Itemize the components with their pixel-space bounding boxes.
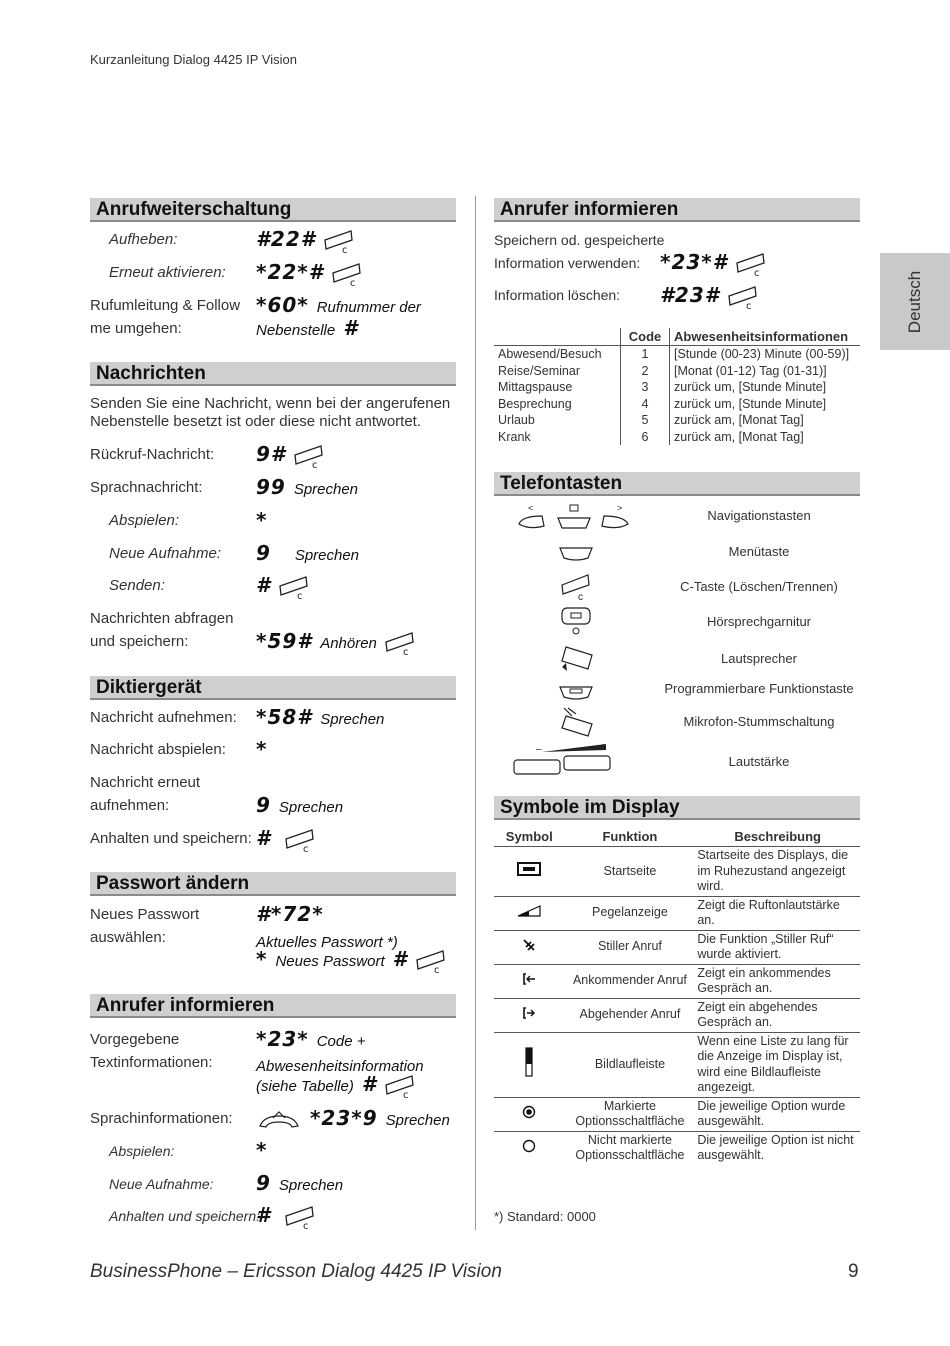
function-cell: Nicht markierte Optionsschaltfläche (565, 1131, 696, 1165)
label-sprachinformationen: Sprachinformationen: (90, 1110, 233, 1127)
code-word: Sprechen (294, 547, 360, 564)
code-neues-passwort-2 (256, 947, 448, 974)
code-text: * (256, 947, 268, 971)
key-label: Hörsprechgarnitur (706, 614, 812, 629)
key-label: Menütaste (728, 544, 790, 559)
code-text: *58# (256, 705, 313, 729)
code-text: *59# (256, 629, 313, 653)
key-label: Lautstärke (728, 754, 790, 769)
table-cell: zurück am, [Monat Tag] (674, 413, 804, 427)
navigation-keys-icon (514, 502, 634, 532)
label-nachricht-aufnehmen: Nachricht aufnehmen: (90, 709, 237, 726)
function-cell: Abgehender Anruf (565, 998, 696, 1032)
outgoing-call-icon (522, 1006, 536, 1020)
svg-text:c: c (433, 964, 441, 974)
label-nachrichten-abfragen-2: und speichern: (90, 633, 189, 650)
code-nachricht-erneut (256, 793, 343, 817)
code-abspielen: * (256, 508, 268, 532)
code-word: Neues Passwort (275, 953, 385, 970)
table-cell: Besprechung (498, 396, 572, 411)
description-cell: Die jeweilige Option ist nicht ausgewählt. (695, 1131, 860, 1165)
svg-text:<: < (528, 503, 534, 513)
code-word: Sprechen (278, 1177, 344, 1194)
code-loeschen (660, 283, 760, 310)
function-cell: Pegelanzeige (565, 896, 696, 930)
key-row-mute (494, 706, 860, 740)
c-key-icon (292, 443, 326, 469)
label-nachrichten-abfragen: Nachrichten abfragen (90, 610, 234, 627)
table-cell: [Monat (01-12) Tag (01-31)] (674, 363, 827, 378)
label-nachricht-erneut: Nachricht erneut (90, 774, 201, 791)
column-header: Abwesenheitsinformationen (670, 328, 861, 346)
label-vorgegebene: Vorgegebene (90, 1031, 180, 1048)
code-text: #22# (256, 227, 316, 251)
code-neues-passwort: #*72* (256, 902, 324, 926)
intro-line-1: Senden Sie eine Nachricht, wenn bei der angerufenen (90, 395, 451, 412)
label-erneut-aktivieren: Erneut aktivieren: (109, 264, 226, 281)
code-word: Sprechen (278, 799, 344, 816)
table-row (494, 998, 860, 1032)
description-cell: Die Funktion „Stiller Ruf“ wurde aktiviert. (695, 930, 860, 964)
c-key-icon (277, 827, 317, 853)
home-screen-icon (517, 862, 541, 876)
table-header-row (494, 328, 860, 346)
table-row (494, 1032, 860, 1097)
table-row (494, 964, 860, 998)
column-header: Beschreibung (734, 829, 821, 844)
symbol-cell (494, 930, 565, 964)
table-cell: Abwesend/Besuch (498, 347, 602, 361)
table-row (494, 412, 860, 429)
c-key-icon (734, 251, 768, 277)
code-sprachinformationen (256, 1106, 450, 1130)
label-vorgegebene-2: Textinformationen: (90, 1054, 213, 1071)
code-anhalten-speichern-2 (256, 1203, 317, 1230)
column-header: Funktion (602, 829, 658, 844)
function-cell: Startseite (565, 847, 696, 897)
table-header-row (494, 827, 860, 847)
label-rufumleitung: Rufumleitung & Follow (90, 297, 241, 314)
code-word: Sprechen (385, 1112, 450, 1129)
key-row-menu (494, 536, 860, 570)
key-label: Mikrofon-Stummschaltung (683, 714, 835, 729)
column-divider (475, 196, 476, 1230)
table-cell: Urlaub (498, 413, 535, 427)
scrollbar-icon (525, 1047, 533, 1077)
incoming-call-icon (522, 972, 536, 986)
code-sprachnachricht (256, 475, 358, 499)
code-word: Abwesenheitsinformation (256, 1058, 424, 1075)
code-text: *23*# (660, 250, 728, 274)
table-row (494, 379, 860, 396)
description-cell: Startseite des Displays, die im Ruhezustand angezeigt wird. (695, 847, 860, 897)
label-anhalten-speichern-2: Anhalten und speichern: (109, 1208, 260, 1224)
code-senden (256, 573, 311, 600)
label-abspielen-2: Abspielen: (109, 1143, 175, 1159)
label-aufheben: Aufheben: (109, 231, 178, 248)
c-key-icon (556, 571, 596, 601)
c-key-icon (277, 1204, 317, 1230)
code-text: # (256, 826, 271, 850)
key-row-volume (494, 742, 860, 778)
table-row (494, 1131, 860, 1165)
code-abspielen-2: * (256, 1138, 268, 1162)
section-title-nachrichten: Nachrichten (90, 362, 456, 386)
label-neue-aufnahme-2: Neue Aufnahme: (109, 1176, 214, 1192)
table-cell: zurück um, [Stunde Minute] (674, 396, 827, 411)
label-nachricht-erneut-2: aufnehmen: (90, 797, 170, 814)
c-key-icon (383, 630, 417, 656)
table-cell: zurück um, [Stunde Minute] (674, 380, 827, 394)
symbol-cell (494, 896, 565, 930)
description-cell: Zeigt die Ruftonlautstärke an. (695, 896, 860, 930)
handset-icon (256, 1110, 302, 1130)
code-word: Code + (316, 1033, 366, 1050)
function-cell: Stiller Anruf (565, 930, 696, 964)
menu-key-icon (556, 540, 596, 564)
c-key-icon (322, 228, 356, 254)
footnote: *) Standard: 0000 (494, 1209, 596, 1224)
description-cell: Zeigt ein ankommendes Gespräch an. (695, 964, 860, 998)
symbol-cell (494, 964, 565, 998)
section-title-diktiergeraet: Diktiergerät (90, 676, 456, 700)
table-cell: 5 (621, 412, 670, 429)
code-text: 99 (256, 475, 286, 499)
level-indicator-icon (517, 905, 541, 917)
label-neue-aufnahme: Neue Aufnahme: (109, 545, 222, 562)
code-text: 9 (256, 1171, 271, 1195)
section-title-symbole: Symbole im Display (494, 796, 860, 820)
label-neues-passwort-2: auswählen: (90, 929, 166, 946)
label-nachricht-abspielen: Nachricht abspielen: (90, 741, 226, 758)
svg-text:c: c (402, 1089, 410, 1099)
c-key-icon (383, 1073, 417, 1099)
table-cell: Reise/Seminar (498, 363, 580, 378)
key-row-c (494, 571, 860, 605)
code-nachricht-aufnehmen (256, 705, 384, 729)
table-row (494, 396, 860, 413)
code-text: # (256, 1203, 271, 1227)
label-loeschen: Information löschen: (494, 287, 621, 303)
page-number: 9 (848, 1261, 859, 1282)
code-speichern (660, 250, 768, 277)
svg-text:c: c (302, 1220, 310, 1230)
code-neue-aufnahme-2 (256, 1171, 343, 1195)
symbol-cell (494, 1131, 565, 1165)
svg-text:c: c (311, 459, 319, 469)
label-senden: Senden: (109, 577, 165, 594)
function-cell: Ankommender Anruf (565, 964, 696, 998)
svg-text:c: c (296, 590, 304, 600)
table-row (494, 847, 860, 897)
radio-unchecked-icon (522, 1139, 536, 1153)
code-text: # (343, 316, 359, 340)
description-cell: Wenn eine Liste zu lang für die Anzeige im Display ist, wird eine Bildlaufleiste angezeigt. (695, 1032, 860, 1097)
code-word: Sprechen (293, 481, 359, 498)
label-sprachnachricht: Sprachnachricht: (90, 479, 203, 496)
table-cell: 4 (621, 396, 670, 413)
label-abspielen: Abspielen: (109, 512, 180, 529)
code-word: (siehe Tabelle) (256, 1078, 354, 1095)
code-rufumleitung-2 (256, 316, 358, 340)
c-key-icon (726, 284, 760, 310)
table-cell: zurück am, [Monat Tag] (674, 429, 804, 444)
key-row-navigation (494, 500, 860, 534)
table-cell: 6 (621, 429, 670, 446)
key-label: Lautsprecher (721, 651, 797, 666)
label-neues-passwort: Neues Passwort (90, 906, 200, 923)
silent-ring-icon (522, 938, 536, 952)
code-text: # (361, 1072, 377, 1096)
svg-text:–: – (536, 744, 542, 755)
code-text: # (392, 947, 408, 971)
key-row-programmable (494, 675, 860, 709)
table-row (494, 363, 860, 380)
code-erneut-aktivieren (256, 260, 364, 287)
code-word: Sprechen (320, 711, 385, 728)
c-key-icon (414, 948, 448, 974)
table-row (494, 896, 860, 930)
column-header: Symbol (505, 829, 553, 844)
c-key-icon (277, 574, 311, 600)
section-title-anrufweiterschaltung: Anrufweiterschaltung (90, 198, 456, 222)
svg-text:c: c (402, 646, 410, 656)
label-speichern-2: Information verwenden: (494, 255, 641, 271)
code-text: *22*# (256, 260, 324, 284)
key-row-headset (494, 606, 860, 640)
page-header: Kurzanleitung Dialog 4425 IP Vision (90, 52, 297, 67)
svg-text:>: > (617, 503, 623, 513)
symbol-cell (494, 1032, 565, 1097)
code-text: 9 (256, 541, 271, 565)
code-neue-aufnahme (256, 541, 359, 565)
svg-text:c: c (349, 277, 357, 287)
symbol-cell (494, 1097, 565, 1131)
function-cell: Markierte Optionsschaltfläche (565, 1097, 696, 1131)
page-footer: BusinessPhone – Ericsson Dialog 4425 IP Vision (90, 1261, 502, 1282)
column-header (494, 328, 621, 346)
key-label: Programmierbare Funktionstaste (664, 681, 854, 696)
table-row (494, 1097, 860, 1131)
svg-text:c: c (745, 300, 753, 310)
programmable-key-icon (556, 679, 596, 703)
table-cell: 3 (621, 379, 670, 396)
code-nachricht-abspielen: * (256, 737, 268, 761)
code-word: Nebenstelle (256, 322, 336, 339)
svg-text:c: c (302, 843, 310, 853)
symbol-cell (494, 847, 565, 897)
mute-key-icon (556, 706, 598, 738)
speaker-key-icon (558, 643, 598, 673)
column-header: Code (621, 328, 670, 346)
table-cell: Krank (498, 429, 531, 444)
code-word: Anhören (320, 635, 377, 652)
svg-text:c: c (341, 244, 349, 254)
absence-table (494, 328, 860, 445)
section-title-telefontasten: Telefontasten (494, 472, 860, 496)
symbol-cell (494, 998, 565, 1032)
table-row (494, 346, 860, 363)
table-cell: Mittagspause (498, 380, 573, 394)
svg-text:c: c (753, 267, 761, 277)
radio-checked-icon (522, 1105, 536, 1119)
code-text: 9# (256, 442, 286, 466)
key-label: C-Taste (Löschen/Trennen) (680, 579, 838, 594)
table-cell: 2 (621, 363, 670, 380)
section-title-anrufer-informieren-right: Anrufer informieren (494, 198, 860, 222)
section-title-passwort: Passwort ändern (90, 872, 456, 896)
code-text: #23# (660, 283, 720, 307)
symbols-table (494, 827, 860, 1165)
table-row (494, 429, 860, 446)
code-rufumleitung (256, 293, 421, 317)
label-rufumleitung-2: me umgehen: (90, 320, 182, 337)
code-vorgegebene-3 (256, 1072, 417, 1099)
function-cell: Bildlaufleiste (565, 1032, 696, 1097)
label-speichern: Speichern od. gespeicherte (494, 232, 665, 248)
language-tab-label: Deutsch (905, 270, 924, 333)
code-nachrichten-abfragen (256, 629, 417, 656)
code-anhalten-speichern (256, 826, 317, 853)
code-text: 9 (256, 793, 271, 817)
description-cell: Zeigt ein abgehendes Gespräch an. (695, 998, 860, 1032)
code-word: Rufnummer der (316, 299, 421, 316)
c-key-icon (330, 261, 364, 287)
intro-line-2: Nebenstelle besetzt ist oder diese nicht antwortet. (90, 413, 422, 430)
table-row (494, 930, 860, 964)
code-text: *60* (256, 293, 309, 317)
language-tab (880, 253, 950, 350)
code-word: Aktuelles Passwort *) (256, 934, 398, 951)
volume-keys-icon (512, 742, 612, 778)
table-cell: 1 (621, 346, 670, 363)
svg-text:c: c (578, 592, 583, 601)
label-rueckruf: Rückruf-Nachricht: (90, 446, 215, 463)
code-vorgegebene (256, 1027, 366, 1051)
key-label: Navigationstasten (707, 508, 811, 523)
code-text: *23* (256, 1027, 309, 1051)
headset-key-icon (558, 606, 594, 636)
description-cell: Die jeweilige Option wurde ausgewählt. (695, 1097, 860, 1131)
code-aufheben (256, 227, 356, 254)
key-row-speaker (494, 643, 860, 677)
code-text: *23*9 (309, 1106, 378, 1130)
section-title-anrufer-informieren-left: Anrufer informieren (90, 994, 456, 1018)
code-text: # (256, 573, 271, 597)
table-cell: [Stunde (00-23) Minute (00-59)] (674, 347, 850, 361)
label-anhalten-speichern: Anhalten und speichern: (90, 830, 252, 847)
svg-text:+: + (600, 742, 606, 753)
code-rueckruf (256, 442, 326, 469)
